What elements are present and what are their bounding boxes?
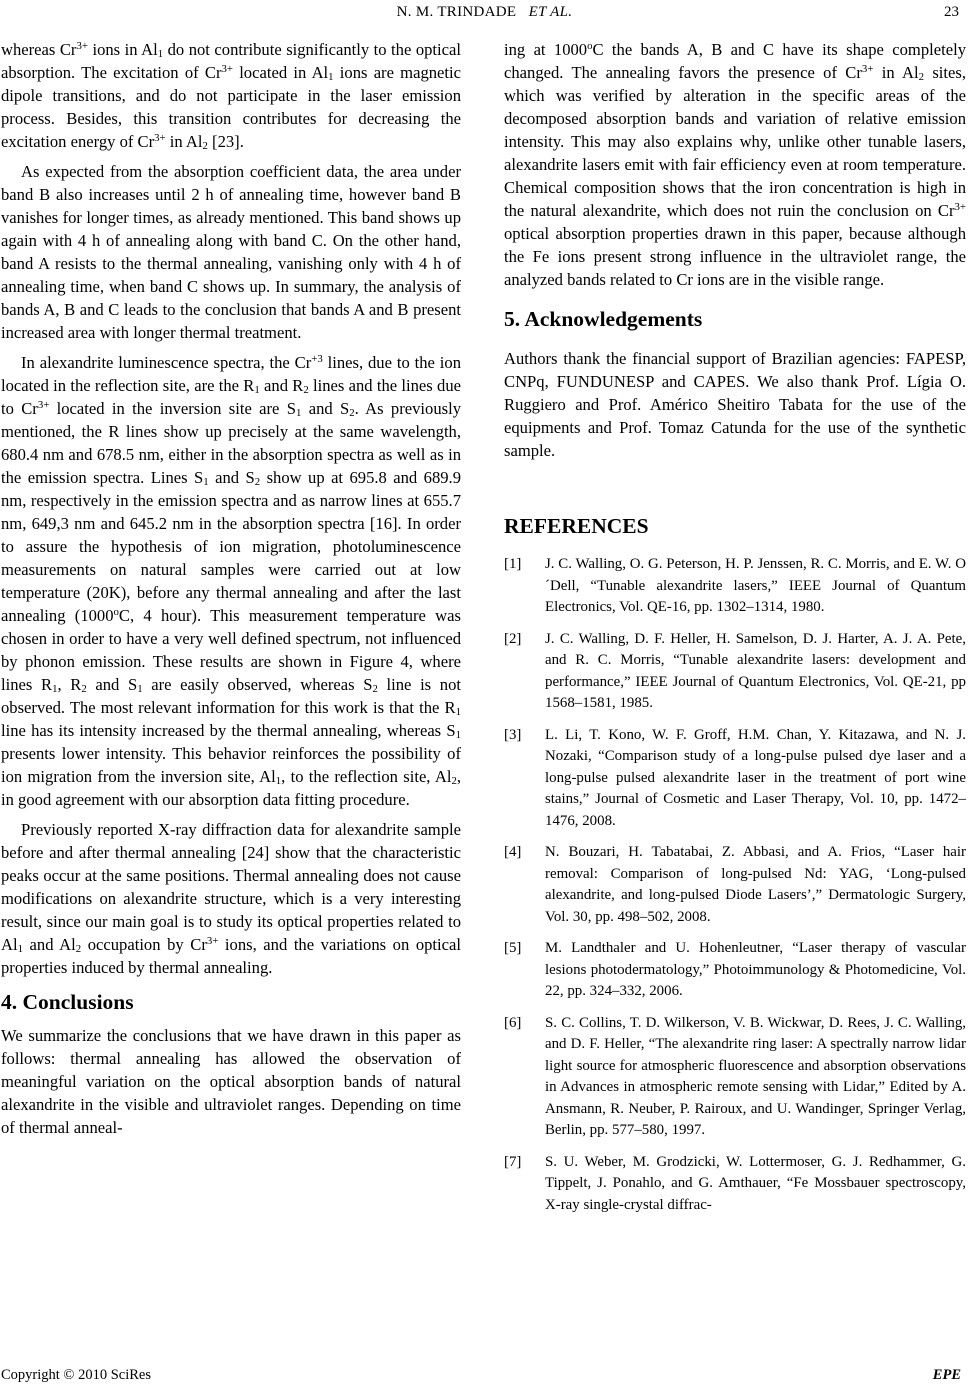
reference-item: [3] L. Li, T. Kono, W. F. Groff, H.M. Chan, Y. Kitazawa, and N. J. Nozaki, “Comparison study of a long-pulse pulsed dye laser and a long-pulse pulsed alexandrite laser in the treatment of port wine stains,” Journal of Cosmetic and Laser Therapy, Vol. 10, pp. 1472–1476, 2008. — [504, 726, 966, 829]
journal-abbreviation: EPE — [932, 1367, 961, 1383]
page-footer — [0, 1365, 969, 1385]
left-paragraph-3: In alexandrite luminescence spectra, the $Cr^{+3}$ lines, due to the ion located in the reflection site, are the $R_1$ and $R_2$ lines and the lines due to $Cr^{3+}$ located in the inversion site are $S_1$ and $S_2$. As previously mentioned, the R lines show up precisely at the same wavelength, 680.4 nm and 678.5 nm, either in the absorption spectra as well as in the emission spectra. Lines $S_1$ and $S_2$ show up at 695.8 and 689.9 nm, respectively in the emission spectra and as narrow lines at 655.7 nm, 649,3 nm and 645.2 nm in the absorption spectra [16]. In order to assure the hypothesis of ion migration, photoluminescence measurements on natural samples were carried out at low temperature (20K), before any thermal annealing and after the last annealing (1000$^o$C, 4 hour). This measurement temperature was chosen in order to have a very well defined spectrum, not influenced by phonon emission. These results are shown in Figure 4, where lines $R_1$, $R_2$ and $S_1$ are easily observed, whereas $S_2$ line is not observed. The most relevant information for this work is that the $R_1$ line has its intensity increased by the thermal annealing, whereas $S_1$ presents lower intensity. This behavior reinforces the possibility of ion migration from the inversion site, $Al_1$, to the reflection site, $Al_2$, in good agreement with our absorption data fitting procedure. — [1, 353, 462, 809]
acknowledgements-heading: 5. Acknowledgements — [504, 307, 703, 331]
left-paragraph-4: Previously reported X-ray diffraction data for alexandrite sample before and after thermal annealing [24] show that the characteristic peaks occur at the same positions. Thermal annealing does not cause modifications on alexandrite structure, which is a very interesting result, since our main goal is to study its optical properties related to $Al_1$ and $Al_2$ occupation by $Cr^{3+}$ ions, and the variations on optical properties induced by thermal annealing. — [1, 820, 461, 977]
copyright-notice: Copyright © 2010 SciRes — [1, 1367, 151, 1383]
left-column — [1, 38, 461, 1139]
authors-etal: ET AL. — [528, 4, 573, 20]
left-paragraph-1: whereas $Cr^{3+}$ ions in $Al_1$ do not contribute significantly to the optical absorption. The excitation of $Cr^{3+}$ located in $Al_1$ ions are magnetic dipole transitions, and do not participate in the laser emission process. Besides, this transition contributes for decreasing the excitation energy of $Cr^{3+}$ in $Al_2$ [23]. — [1, 40, 461, 153]
conclusions-heading: 4. Conclusions — [1, 990, 134, 1014]
reference-item: [1] J. C. Walling, O. G. Peterson, H. P. Jenssen, R. C. Morris, and E. W. O´Dell, “Tunable alexandrite lasers,” IEEE Journal of Quantum Electronics, Vol. QE-16, pp. 1302–1314, 1980. — [504, 556, 966, 615]
reference-item: [2] J. C. Walling, D. F. Heller, H. Samelson, D. J. Harter, A. J. A. Pete, and R. C. Morris, “Tunable alexandrite lasers: development and performance,” IEEE Journal of Quantum Electronics, Vol. QE-21, pp 1568–1581, 1985. — [504, 630, 966, 711]
reference-item: [4] N. Bouzari, H. Tabatabai, Z. Abbasi, and A. Frios, “Laser hair removal: Comparison of long-pulsed Nd: YAG, ‘Long-pulsed alexandrite, and long-pulsed Diode Lasers’,” Dermatologic Surgery, Vol. 30, pp. 498–502, 2008. — [504, 844, 966, 925]
authors-lead: N. M. TRINDADE — [396, 4, 517, 20]
left-paragraph-5: We summarize the conclusions that we have drawn in this paper as follows: thermal annealing has allowed the observation of meaningful variation on the optical absorption bands of natural alexandrite in the visible and ultraviolet ranges. Depending on time of thermal anneal- — [1, 1026, 461, 1137]
references-heading: REFERENCES — [504, 514, 649, 538]
reference-list — [504, 554, 966, 1216]
reference-item: [5] M. Landthaler and U. Hohenleutner, “Laser therapy of vascular lesions photodermatology,” Photoimmunology & Photomedicine, Vol. 22, pp. 324–332, 2006. — [504, 940, 966, 999]
right-column — [504, 38, 966, 1216]
right-paragraph-1: ing at 1000$^o$C the bands A, B and C have its shape completely changed. The annealing favors the presence of $Cr^{3+}$ in $Al_2$ sites, which was verified by alteration in the specific areas of the decomposed absorption bands and variation of relative emission intensity. This may also explains why, unlike other tunable lasers, alexandrite lasers emit with fair efficiency even at room temperature. Chemical composition shows that the iron concentration is high in the natural alexandrite, which does not ruin the conclusion on $Cr^{3+}$ optical absorption properties drawn in this paper, because although the Fe ions present strong influence in the ultraviolet range, the analyzed bands related to Cr ions are in the visible range. — [504, 40, 966, 289]
page-number: 23 — [944, 4, 959, 20]
left-paragraph-2: As expected from the absorption coefficient data, the area under band B also increases until 2 h of annealing time, however band B vanishes for longer times, as already mentioned. This band shows up again with 4 h of annealing along with band C. On the other hand, band A resists to the thermal annealing, vanishing only with 4 h of annealing time, when band C shows up. In summary, the analysis of bands A, B and C leads to the conclusion that bands A and B present increased area with longer thermal treatment. — [1, 162, 461, 342]
acknowledgements-text: Authors thank the financial support of Brazilian agencies: FAPESP, CNPq, FUNDUNESP and CAPES. We also thank Prof. Lígia O. Ruggiero and Prof. Américo Sheitiro Tabata for the use of the equipments and Prof. Tomaz Catunda for the use of the synthetic sample. — [504, 349, 966, 460]
running-head-authors — [0, 1, 969, 23]
reference-item: [7] S. U. Weber, M. Grodzicki, W. Lottermoser, G. J. Redhammer, G. Tippelt, J. Ponahlo, and G. Amthauer, “Fe Mossbauer spectroscopy, X-ray single-crystal diffrac- — [504, 1153, 966, 1213]
running-head — [0, 1, 969, 23]
reference-item: [6] S. C. Collins, T. D. Wilkerson, V. B. Wickwar, D. Rees, J. C. Walling, and D. F. Heller, “The alexandrite ring laser: A spectrally narrow lidar light source for atmospheric fluorescence and absorption observations in Advances in atmospheric remote sensing with Lidar,” Edited by A. Ansmann, R. Neuber, P. Rairoux, and U. Wandinger, Springer Verlag, Berlin, pp. 577–580, 1997. — [504, 1014, 966, 1138]
